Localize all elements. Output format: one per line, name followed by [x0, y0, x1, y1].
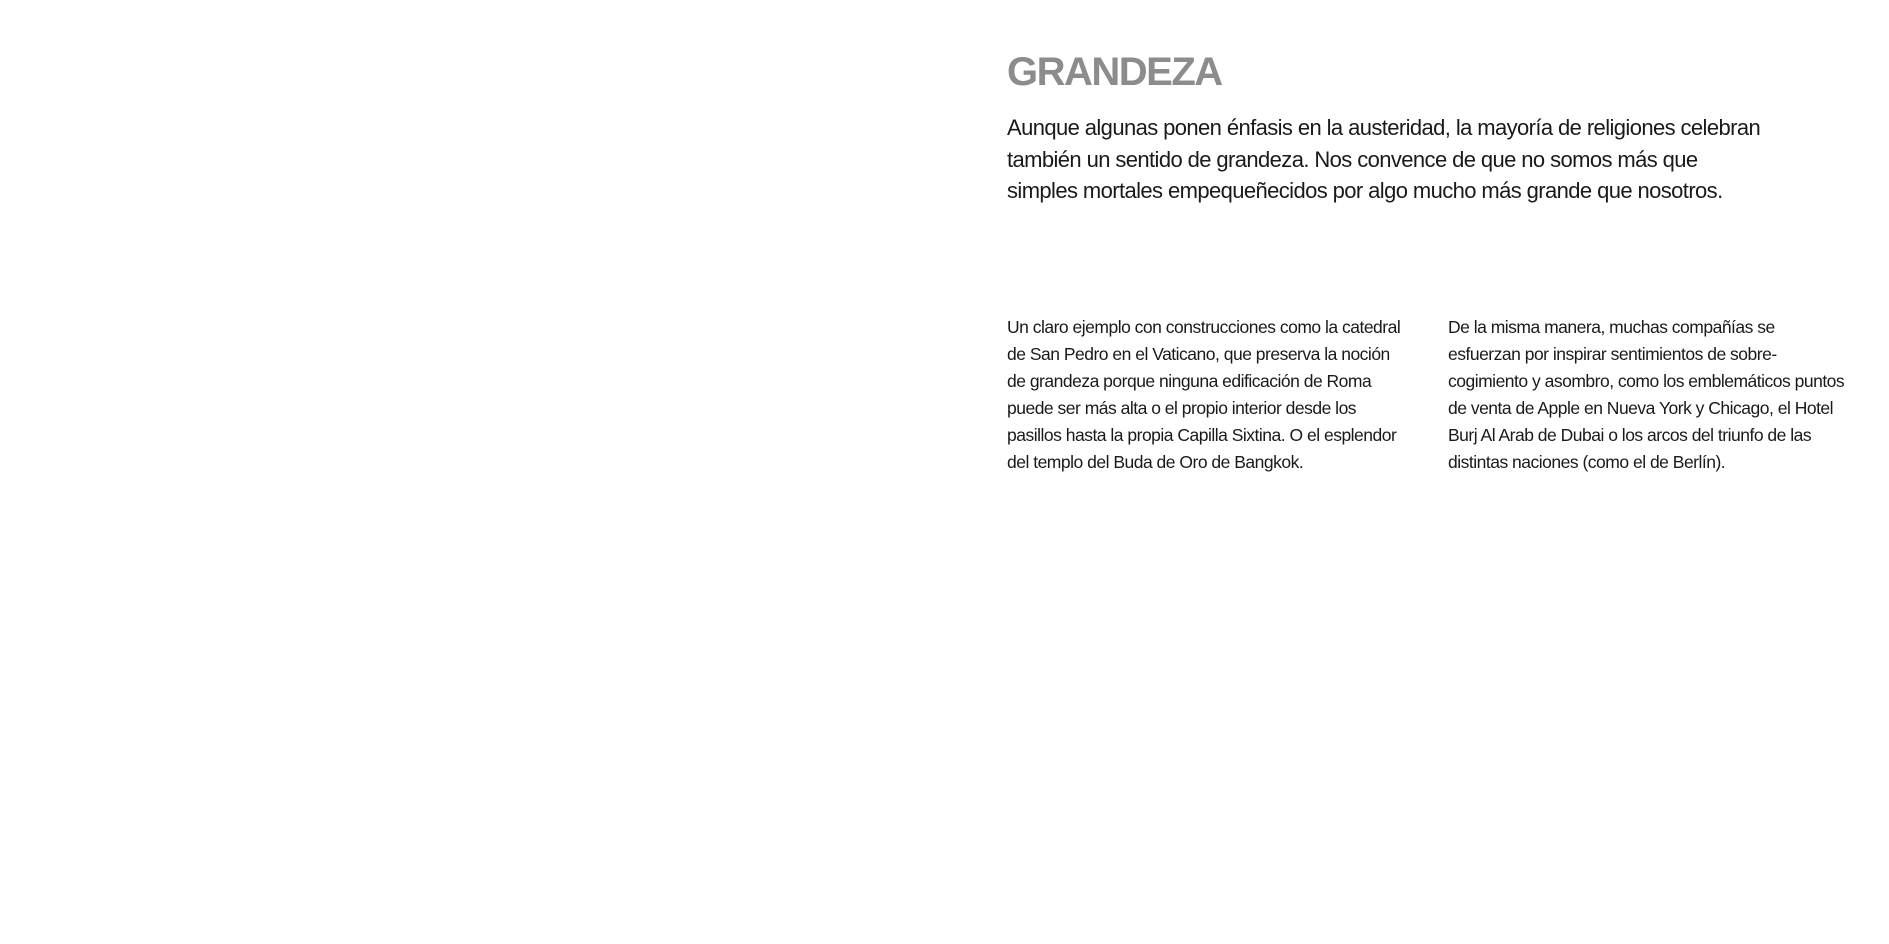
- intro-paragraph: Aunque algunas ponen énfasis en la austeridad, la mayoría de religiones celebran también un sentido de grandeza. Nos convence de que no somos más que simples mortales empequeñecidos por algo mucho más grande que nosotros.: [1007, 115, 1761, 203]
- body-column-right: De la misma manera, muchas compañías se esfuerzan por inspirar sentimientos de sobre-cogimiento y asombro, como los emblemáticos puntos de venta de Apple en Nueva York y Chicago, el Hotel Burj Al Arab de Dubai o los arcos del triunfo de las distintas naciones (como el de Berlín).: [1448, 317, 1845, 472]
- page-title: GRANDEZA: [1007, 50, 1222, 94]
- body-column-left: Un claro ejemplo con construcciones como la catedral de San Pedro en el Vaticano, que preserva la noción de grandeza porque ninguna edificación de Roma puede ser más alta o el propio interior desde los pasillos hasta la propia Capilla Sixtina. O el esplendor del templo del Buda de Oro de Bangkok.: [1007, 317, 1401, 472]
- left-page-blank: [0, 0, 944, 944]
